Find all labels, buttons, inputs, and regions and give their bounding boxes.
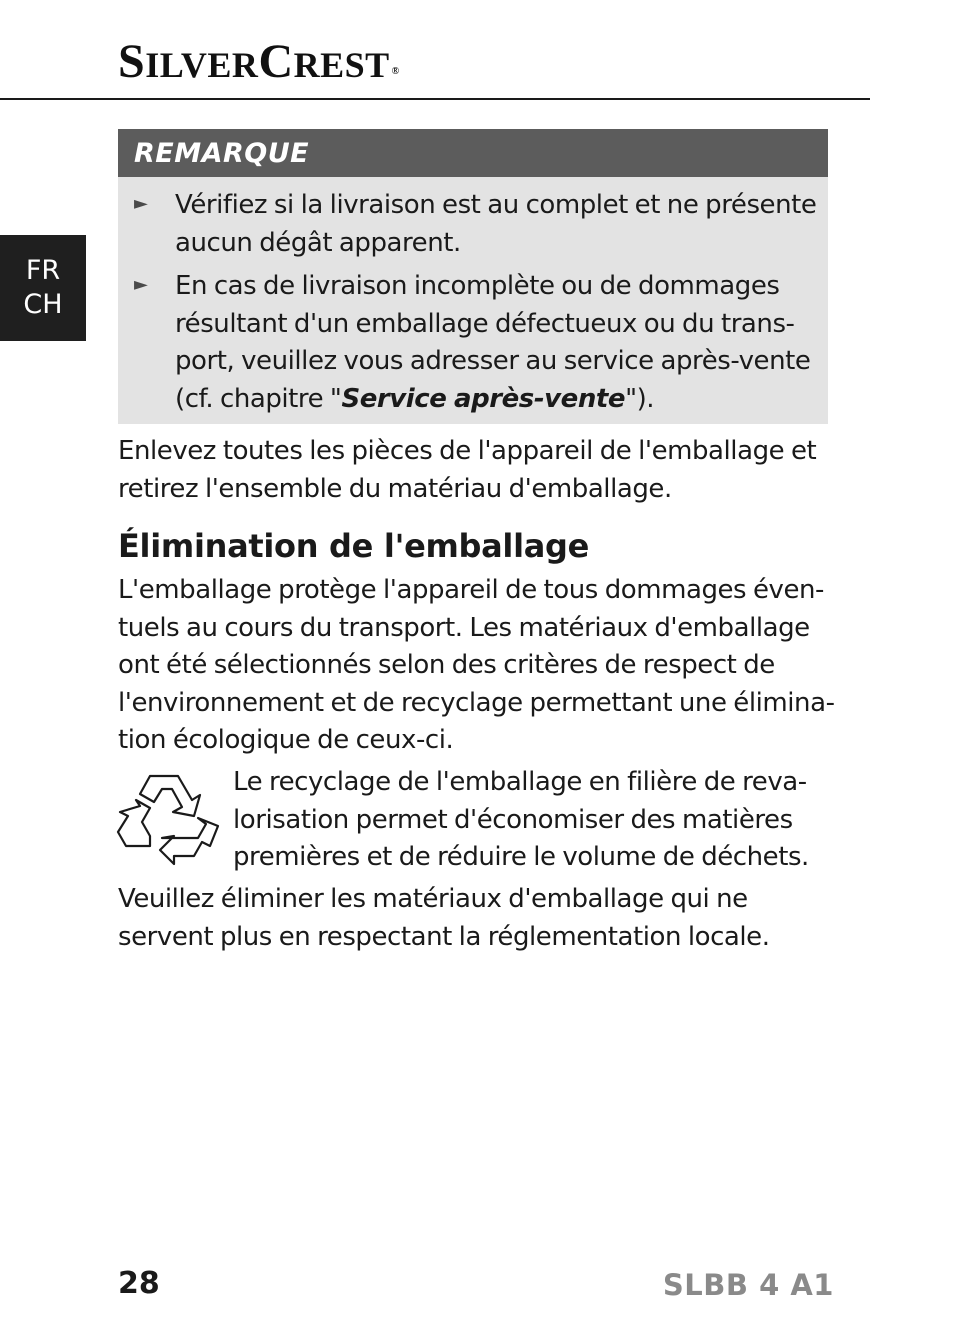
- arrow-right-icon: ►: [134, 274, 148, 295]
- language-tab: [0, 235, 86, 341]
- closing-paragraph: Veuillez éliminer les matériaux d'emballage qui ne servent plus en respectant la réglementation locale.: [118, 884, 770, 952]
- section-paragraph: L'emballage protège l'appareil de tous dommages éven-tuels au cours du transport. Les matériaux d'emballage ont été sélectionnés selon des critères de respect de l'environnement et de recyclage permettant une élimina-tion écologique de ceux-ci.: [118, 575, 835, 755]
- chapter-reference: Service après-vente: [341, 383, 626, 414]
- intro-paragraph: Enlevez toutes les pièces de l'appareil de l'emballage et retirez l'ensemble du matériau d'emballage.: [118, 436, 817, 504]
- note-item-text: En cas de livraison incomplète ou de dommages résultant d'un emballage défectueux ou du trans-port, veuillez vous adresser au service après-vente (cf. chapitre "Service après-vente").: [175, 271, 811, 414]
- note-box: [118, 177, 828, 424]
- note-title: REMARQUE: [118, 129, 828, 177]
- recycle-text: Le recyclage de l'emballage en filière de reva-lorisation permet d'économiser des matières premières et de réduire le volume de déchets.: [233, 767, 809, 872]
- page-number: 28: [118, 1266, 160, 1301]
- silvercrest-logo: SILVERCREST ®: [118, 35, 400, 88]
- lang-code-ch: CH: [23, 289, 63, 320]
- recycle-icon: [116, 770, 220, 866]
- note-item-text: Vérifiez si la livraison est au complet et ne présente aucun dégât apparent.: [175, 190, 817, 258]
- section-heading: Élimination de l'emballage: [118, 527, 590, 565]
- header-divider: [0, 98, 870, 100]
- model-number: SLBB 4 A1: [662, 1268, 834, 1302]
- lang-code-fr: FR: [25, 255, 61, 286]
- arrow-right-icon: ►: [134, 193, 148, 214]
